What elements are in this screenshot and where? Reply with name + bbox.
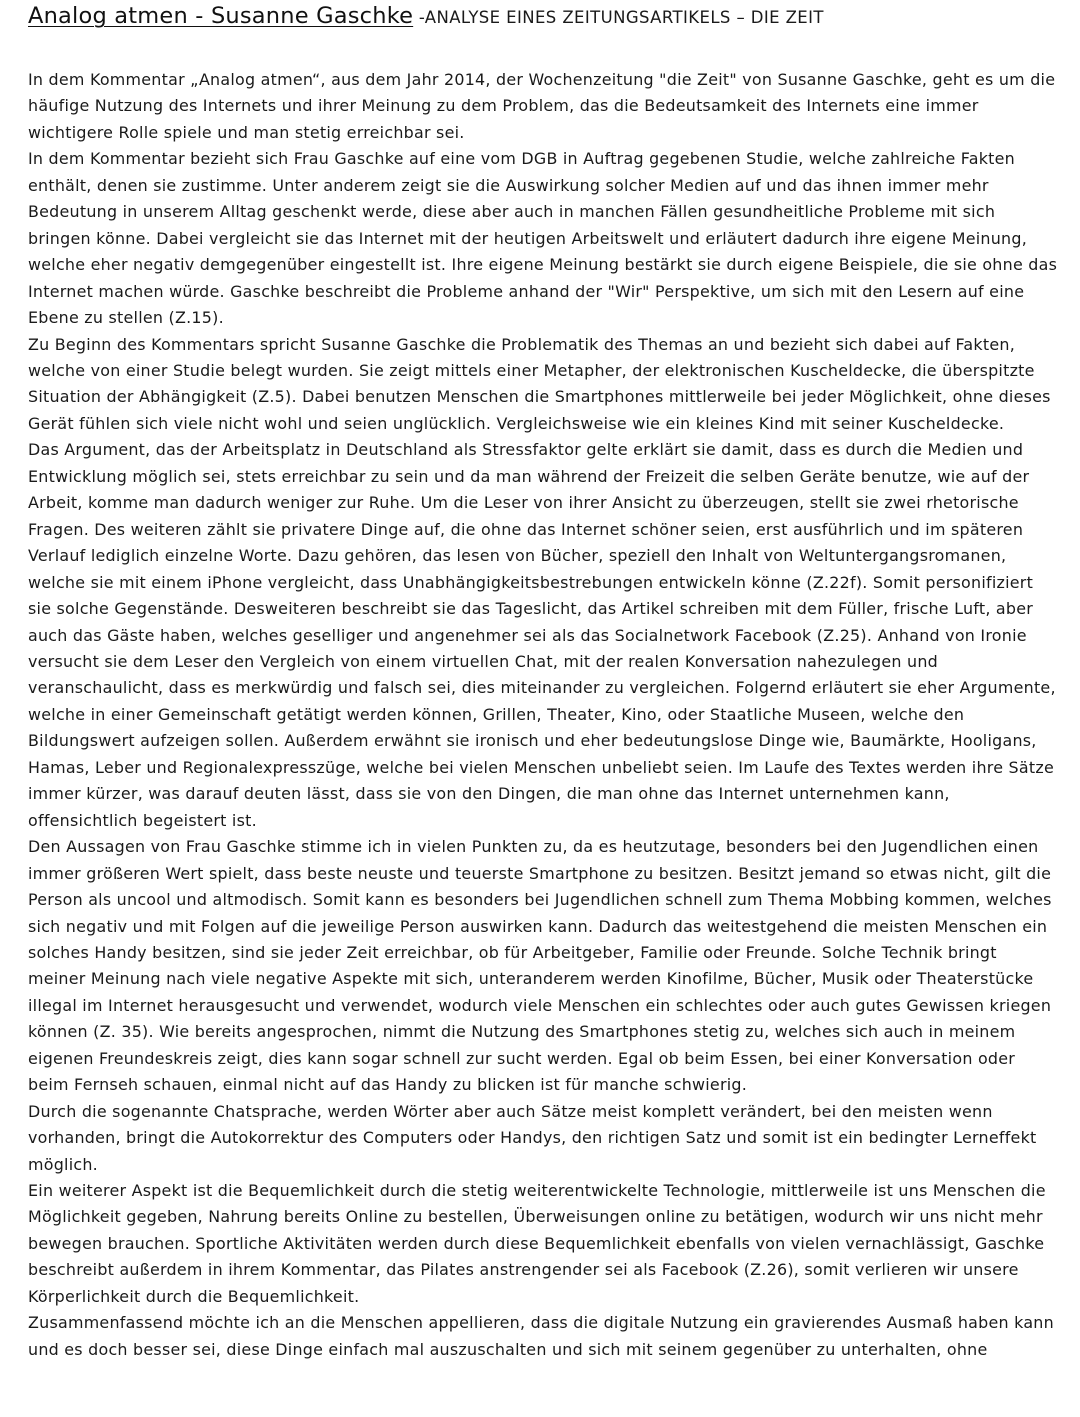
document-title: Analog atmen - Susanne Gaschke: [28, 3, 414, 29]
paragraph-metaphor: Zu Beginn des Kommentars spricht Susanne Gaschke die Problematik des Themas an und bezieht sich dabei auf Fakten, welche von einer Studie belegt wurden. Sie zeigt mittels einer Metapher, der elektronischen Kuscheldecke, die überspitzte Situation der Abhängigkeit (Z.5). Dabei benutzen Menschen die Smartphones mittlerweile bei jeder Möglichkeit, ohne dieses Gerät fühlen sich viele nicht wohl und seien unglücklich. Vergleichsweise wie ein kleines Kind mit seiner Kuscheldecke.: [28, 334, 1051, 433]
paragraph-chat-language: Durch die sogenannte Chatsprache, werden Wörter aber auch Sätze meist komplett verändert, bei den meisten wenn vorhanden, bringt die Autokorrektur des Computers oder Handys, den richtigen Satz und somit ist ein bedingter Lerneffekt möglich.: [28, 1101, 1037, 1174]
paragraph-opinion: Den Aussagen von Frau Gaschke stimme ich in vielen Punkten zu, da es heutzutage, besonders bei den Jugendlichen einen immer größeren Wert spielt, dass beste neuste und teuerste Smartphone zu besitzen. Besitzt jemand so etwas nicht, gilt die Person als uncool und altmodisch. Somit kann es besonders bei Jugendlichen schnell zum Thema Mobbing kommen, welches sich negativ und mit Folgen auf die jeweilige Person auswirken kann. Dadurch das weitestgehend die meisten Menschen ein solches Handy besitzen, sind sie jeder Zeit erreichbar, ob für Arbeitgeber, Familie oder Freunde. Solche Technik bringt meiner Meinung nach viele negative Aspekte mit sich, unteranderem werden Kinofilme, Bücher, Musik oder Theaterstücke illegal im Internet herausgesucht und verwendet, wodurch viele Menschen ein schlechtes oder auch gutes Gewissen kriegen können (Z. 35). Wie bereits angesprochen, nimmt die Nutzung des Smartphones stetig zu, welches sich auch in meinem eigenen Freundeskreis zeigt, dies kann sogar schnell zur sucht werden. Egal ob beim Essen, bei einer Konversation oder beim Fernseh schauen, einmal nicht auf das Handy zu blicken ist für manche schwierig.: [28, 837, 1052, 1095]
paragraph-convenience: Ein weiterer Aspekt ist die Bequemlichkeit durch die stetig weiterentwickelte Technologie, mittlerweile ist uns Menschen die Möglichkeit gegeben, Nahrung bereits Online zu bestellen, Überweisungen online zu betätigen, wodurch wir uns nicht mehr bewegen brauchen. Sportliche Aktivitäten werden durch diese Bequemlichkeit ebenfalls von vielen vernachlässigt, Gaschke beschreibt außerdem in ihrem Kommentar, das Pilates anstrengender sei als Facebook (Z.26), somit verlieren wir unsere Körperlichkeit durch die Bequemlichkeit.: [28, 1181, 1046, 1306]
paragraph-intro: In dem Kommentar „Analog atmen“, aus dem Jahr 2014, der Wochenzeitung "die Zeit" von Susanne Gaschke, geht es um die häufige Nutzung des Internets und ihrer Meinung zu dem Problem, das die Bedeutsamkeit des Internets eine immer wichtigere Rolle spiele und man stetig erreichbar sei.: [28, 70, 1056, 142]
document-page: [28, 0, 1058, 1363]
paragraph-argument: Das Argument, das der Arbeitsplatz in Deutschland als Stressfaktor gelte erklärt sie damit, dass es durch die Medien und Entwicklung möglich sei, stets erreichbar zu sein und da man während der Freizeit die selben Geräte benutze, wie auf der Arbeit, komme man dadurch weniger zur Ruhe. Um die Leser von ihrer Ansicht zu überzeugen, stellt sie zwei rhetorische Fragen. Des weiteren zählt sie privatere Dinge auf, die ohne das Internet schöner seien, erst ausführlich und im späteren Verlauf lediglich einzelne Worte. Dazu gehören, das lesen von Bücher, speziell den Inhalt von Weltuntergangsromanen, welche sie mit einem iPhone vergleicht, dass Unabhängigkeitsbestrebungen entwickeln könne (Z.22f). Somit personifiziert sie solche Gegenstände. Desweiteren beschreibt sie das Tageslicht, das Artikel schreiben mit dem Füller, frische Luft, aber auch das Gäste haben, welches geselliger und angenehmer sei als das Socialnetwork Facebook (Z.25). Anhand von Ironie versucht sie dem Leser den Vergleich von einem virtuellen Chat, mit der realen Konversation nahezulegen und veranschaulicht, dass es merkwürdig und falsch sei, dies miteinander zu vergleichen. Folgernd erläutert sie eher Argumente, welche in einer Gemeinschaft getätigt werden können, Grillen, Theater, Kino, oder Staatliche Museen, welche den Bildungswert aufzeigen sollen. Außerdem erwähnt sie ironisch und eher bedeutungslose Dinge wie, Baumärkte, Hooligans, Hamas, Leber und Regionalexpresszüge, welche bei vielen Menschen unbeliebt seien. Im Laufe des Textes werden ihre Sätze immer kürzer, was darauf deuten lässt, dass sie von den Dingen, die man ohne das Internet unternehmen kann, offensichtlich begeistert ist.: [28, 440, 1056, 830]
document-subtitle: -ANALYSE EINES ZEITUNGSARTIKELS – DIE ZEIT: [413, 8, 824, 27]
document-heading: [28, 3, 1058, 33]
document-body: [28, 67, 1058, 1363]
paragraph-conclusion: Zusammenfassend möchte ich an die Menschen appellieren, dass die digitale Nutzung ein gravierendes Ausmaß haben kann und es doch besser sei, diese Dinge einfach mal auszuschalten und sich mit seinem gegenüber zu unterhalten, ohne: [28, 1313, 1054, 1359]
paragraph-study: In dem Kommentar bezieht sich Frau Gaschke auf eine vom DGB in Auftrag gegebenen Studie, welche zahlreiche Fakten enthält, denen sie zustimme. Unter anderem zeigt sie die Auswirkung solcher Medien auf und das ihnen immer mehr Bedeutung in unserem Alltag geschenkt werde, diese aber auch in manchen Fällen gesundheitliche Probleme mit sich bringen könne. Dabei vergleicht sie das Internet mit der heutigen Arbeitswelt und erläutert dadurch ihre eigene Meinung, welche eher negativ demgegenüber eingestellt ist. Ihre eigene Meinung bestärkt sie durch eigene Beispiele, die sie ohne das Internet machen würde. Gaschke beschreibt die Probleme anhand der "Wir" Perspektive, um sich mit den Lesern auf eine Ebene zu stellen (Z.15).: [28, 149, 1058, 328]
